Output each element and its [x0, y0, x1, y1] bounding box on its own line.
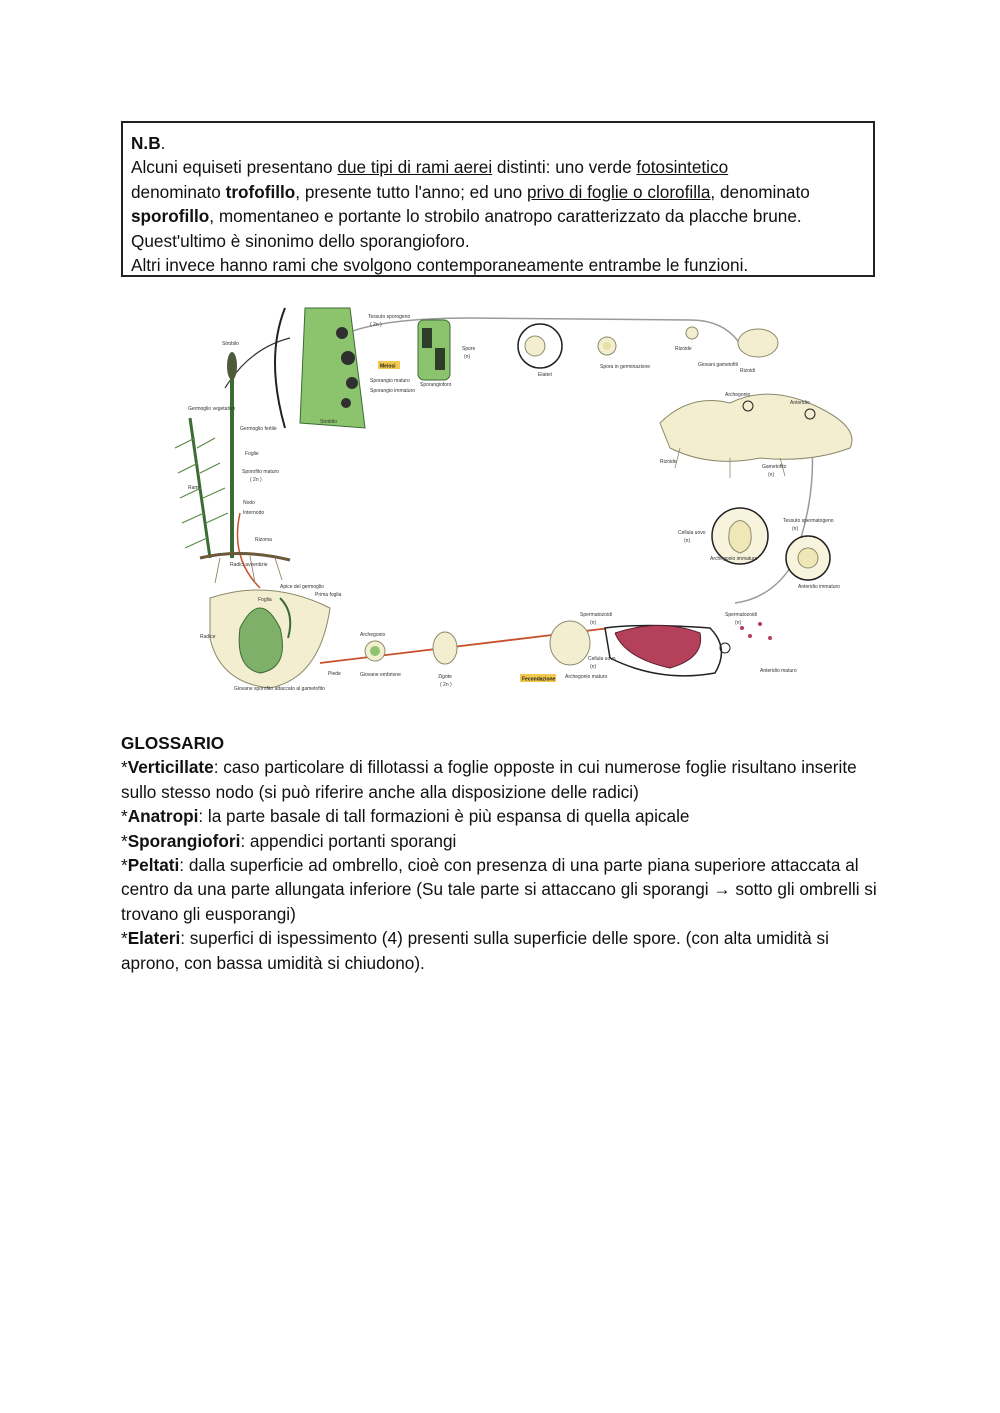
young-sporophyte-icon [210, 590, 330, 688]
svg-text:Archegonio: Archegonio [360, 632, 386, 638]
svg-text:Piede: Piede [328, 671, 341, 677]
svg-text:Giovane embrione: Giovane embrione [360, 672, 401, 678]
svg-text:Spermatozoidi: Spermatozoidi [580, 612, 612, 618]
glossary-title: GLOSSARIO [121, 733, 225, 753]
zygote-icon [433, 632, 457, 664]
svg-text:(n): (n) [464, 354, 471, 360]
sporangiophore-icon [418, 320, 450, 380]
svg-text:Gametofito: Gametofito [762, 464, 787, 470]
equisetum-life-cycle-figure [170, 298, 870, 698]
glossary-item-elateri: *Elateri: superfici di ispessimento (4) presenti sulla superficie delle spore. (con alta umidità si aprono, con bassa umidità si chiudono). [121, 928, 829, 973]
nb-line-3: sporofillo, momentaneo e portante lo strobilo anatropo caratterizzato da placche brune. [131, 206, 802, 227]
svg-text:Germoglio vegetativo: Germoglio vegetativo [188, 406, 236, 412]
svg-text:Apice del germoglio: Apice del germoglio [280, 584, 324, 590]
nb-note-box [121, 121, 875, 277]
svg-text:Strobilo: Strobilo [320, 419, 337, 425]
svg-text:Foglia: Foglia [258, 597, 272, 603]
svg-text:Tessuto spermatogeno: Tessuto spermatogeno [783, 518, 834, 524]
svg-text:Cellula uovo: Cellula uovo [678, 530, 706, 536]
svg-text:Meiosi: Meiosi [380, 363, 396, 370]
svg-text:Sporofito maturo: Sporofito maturo [242, 469, 279, 475]
svg-text:( 2n ): ( 2n ) [370, 322, 382, 328]
svg-text:Prima foglia: Prima foglia [315, 592, 342, 598]
sperm-icons [740, 622, 772, 640]
svg-text:Spore: Spore [462, 346, 476, 352]
svg-text:(n): (n) [768, 472, 775, 478]
svg-text:(n): (n) [684, 538, 691, 544]
young-gametophytes-icon [738, 329, 778, 357]
nb-line-5: Altri invece hanno rami che svolgono contemporaneamente entrambe le funzioni. [131, 255, 749, 276]
svg-text:Sporangioforo: Sporangioforo [420, 382, 452, 388]
svg-text:Radici avventizie: Radici avventizie [230, 562, 268, 568]
svg-text:Internodo: Internodo [243, 510, 265, 516]
svg-text:Rizoide: Rizoide [675, 346, 692, 352]
svg-text:Rizoide: Rizoide [660, 459, 677, 465]
svg-text:Tessuto sporogeno: Tessuto sporogeno [368, 314, 411, 320]
svg-text:Fecondazione: Fecondazione [522, 676, 556, 683]
young-embryo-icon [365, 641, 385, 661]
svg-text:Anteridio maturo: Anteridio maturo [760, 668, 797, 674]
glossary-item-peltati: *Peltati: dalla superficie ad ombrello, cioè con presenza di una parte piana superiore attaccata al centro da una parte allungata inferiore (Su tale parte si attaccano gli sporangi → sotto gli ombrelli si trovano gli eusporangi) [121, 855, 877, 924]
svg-text:Zigote: Zigote [438, 674, 452, 680]
svg-text:Giovani gametofiti: Giovani gametofiti [698, 362, 739, 368]
svg-text:Foglie: Foglie [245, 451, 259, 457]
svg-text:(n): (n) [590, 620, 597, 626]
svg-text:( 2n ): ( 2n ) [440, 682, 452, 688]
cycle-path-left [238, 513, 261, 588]
glossary-item-anatropi: *Anatropi: la parte basale di tall formazioni è più espansa di quella apicale [121, 806, 690, 827]
svg-text:Spermatozoidi: Spermatozoidi [725, 612, 757, 618]
svg-text:Rizoma: Rizoma [255, 537, 272, 543]
svg-text:( 2n ): ( 2n ) [250, 477, 262, 483]
svg-text:Sporangio maturo: Sporangio maturo [370, 378, 410, 384]
svg-text:Germoglio fertile: Germoglio fertile [240, 426, 277, 432]
nb-line-2: denominato trofofillo, presente tutto l'anno; ed uno privo di foglie o clorofilla, denominato [131, 181, 810, 202]
fertilization-zoom [605, 626, 721, 676]
svg-text:Spora in germinazione: Spora in germinazione [600, 364, 651, 370]
svg-text:Archegonio maturo: Archegonio maturo [565, 674, 608, 680]
gametophyte-icon [660, 394, 852, 478]
strobilus-cross-section-icon [300, 308, 365, 428]
mature-sporophyte-icon [175, 352, 290, 583]
glossary-item-verticillate: *Verticillate: caso particolare di fillotassi a foglie opposte in cui numerose foglie risultano inserite sullo stesso nodo (si può riferire anche alla disposizione delle radici) [121, 757, 857, 802]
svg-text:Strobilo: Strobilo [222, 341, 239, 347]
svg-text:Radice: Radice [200, 634, 216, 640]
svg-text:Cellula uovo: Cellula uovo [588, 656, 616, 662]
svg-text:Sporangio immaturo: Sporangio immaturo [370, 388, 416, 394]
svg-text:Anteridio immaturo: Anteridio immaturo [798, 584, 840, 590]
svg-text:Archegonio immaturo: Archegonio immaturo [710, 556, 758, 562]
nb-line-4: Quest'ultimo è sinonimo dello sporangioforo. [131, 230, 470, 251]
strobilus-zoom-bracket [275, 308, 285, 428]
svg-text:Giovane sporofito attaccato al: Giovane sporofito attaccato al gametofito [234, 686, 325, 692]
svg-text:Anteridio: Anteridio [790, 400, 810, 406]
glossary-section [121, 731, 881, 975]
svg-text:Archegonio: Archegonio [725, 392, 751, 398]
svg-text:(n): (n) [735, 620, 742, 626]
svg-text:(n): (n) [590, 664, 597, 670]
svg-text:Nodo: Nodo [243, 500, 255, 506]
svg-text:Elateri: Elateri [538, 372, 553, 378]
glossary-item-sporangiofori: *Sporangiofori: appendici portanti sporangi [121, 830, 457, 851]
svg-text:Rizoidi: Rizoidi [740, 368, 756, 374]
nb-title: N.B. [131, 133, 166, 153]
nb-line-1: Alcuni equiseti presentano due tipi di rami aerei distinti: uno verde fotosintetico [131, 157, 729, 178]
svg-text:Rami: Rami [188, 485, 200, 491]
svg-text:(n): (n) [792, 526, 799, 532]
mature-archegonium-icon [550, 621, 590, 665]
